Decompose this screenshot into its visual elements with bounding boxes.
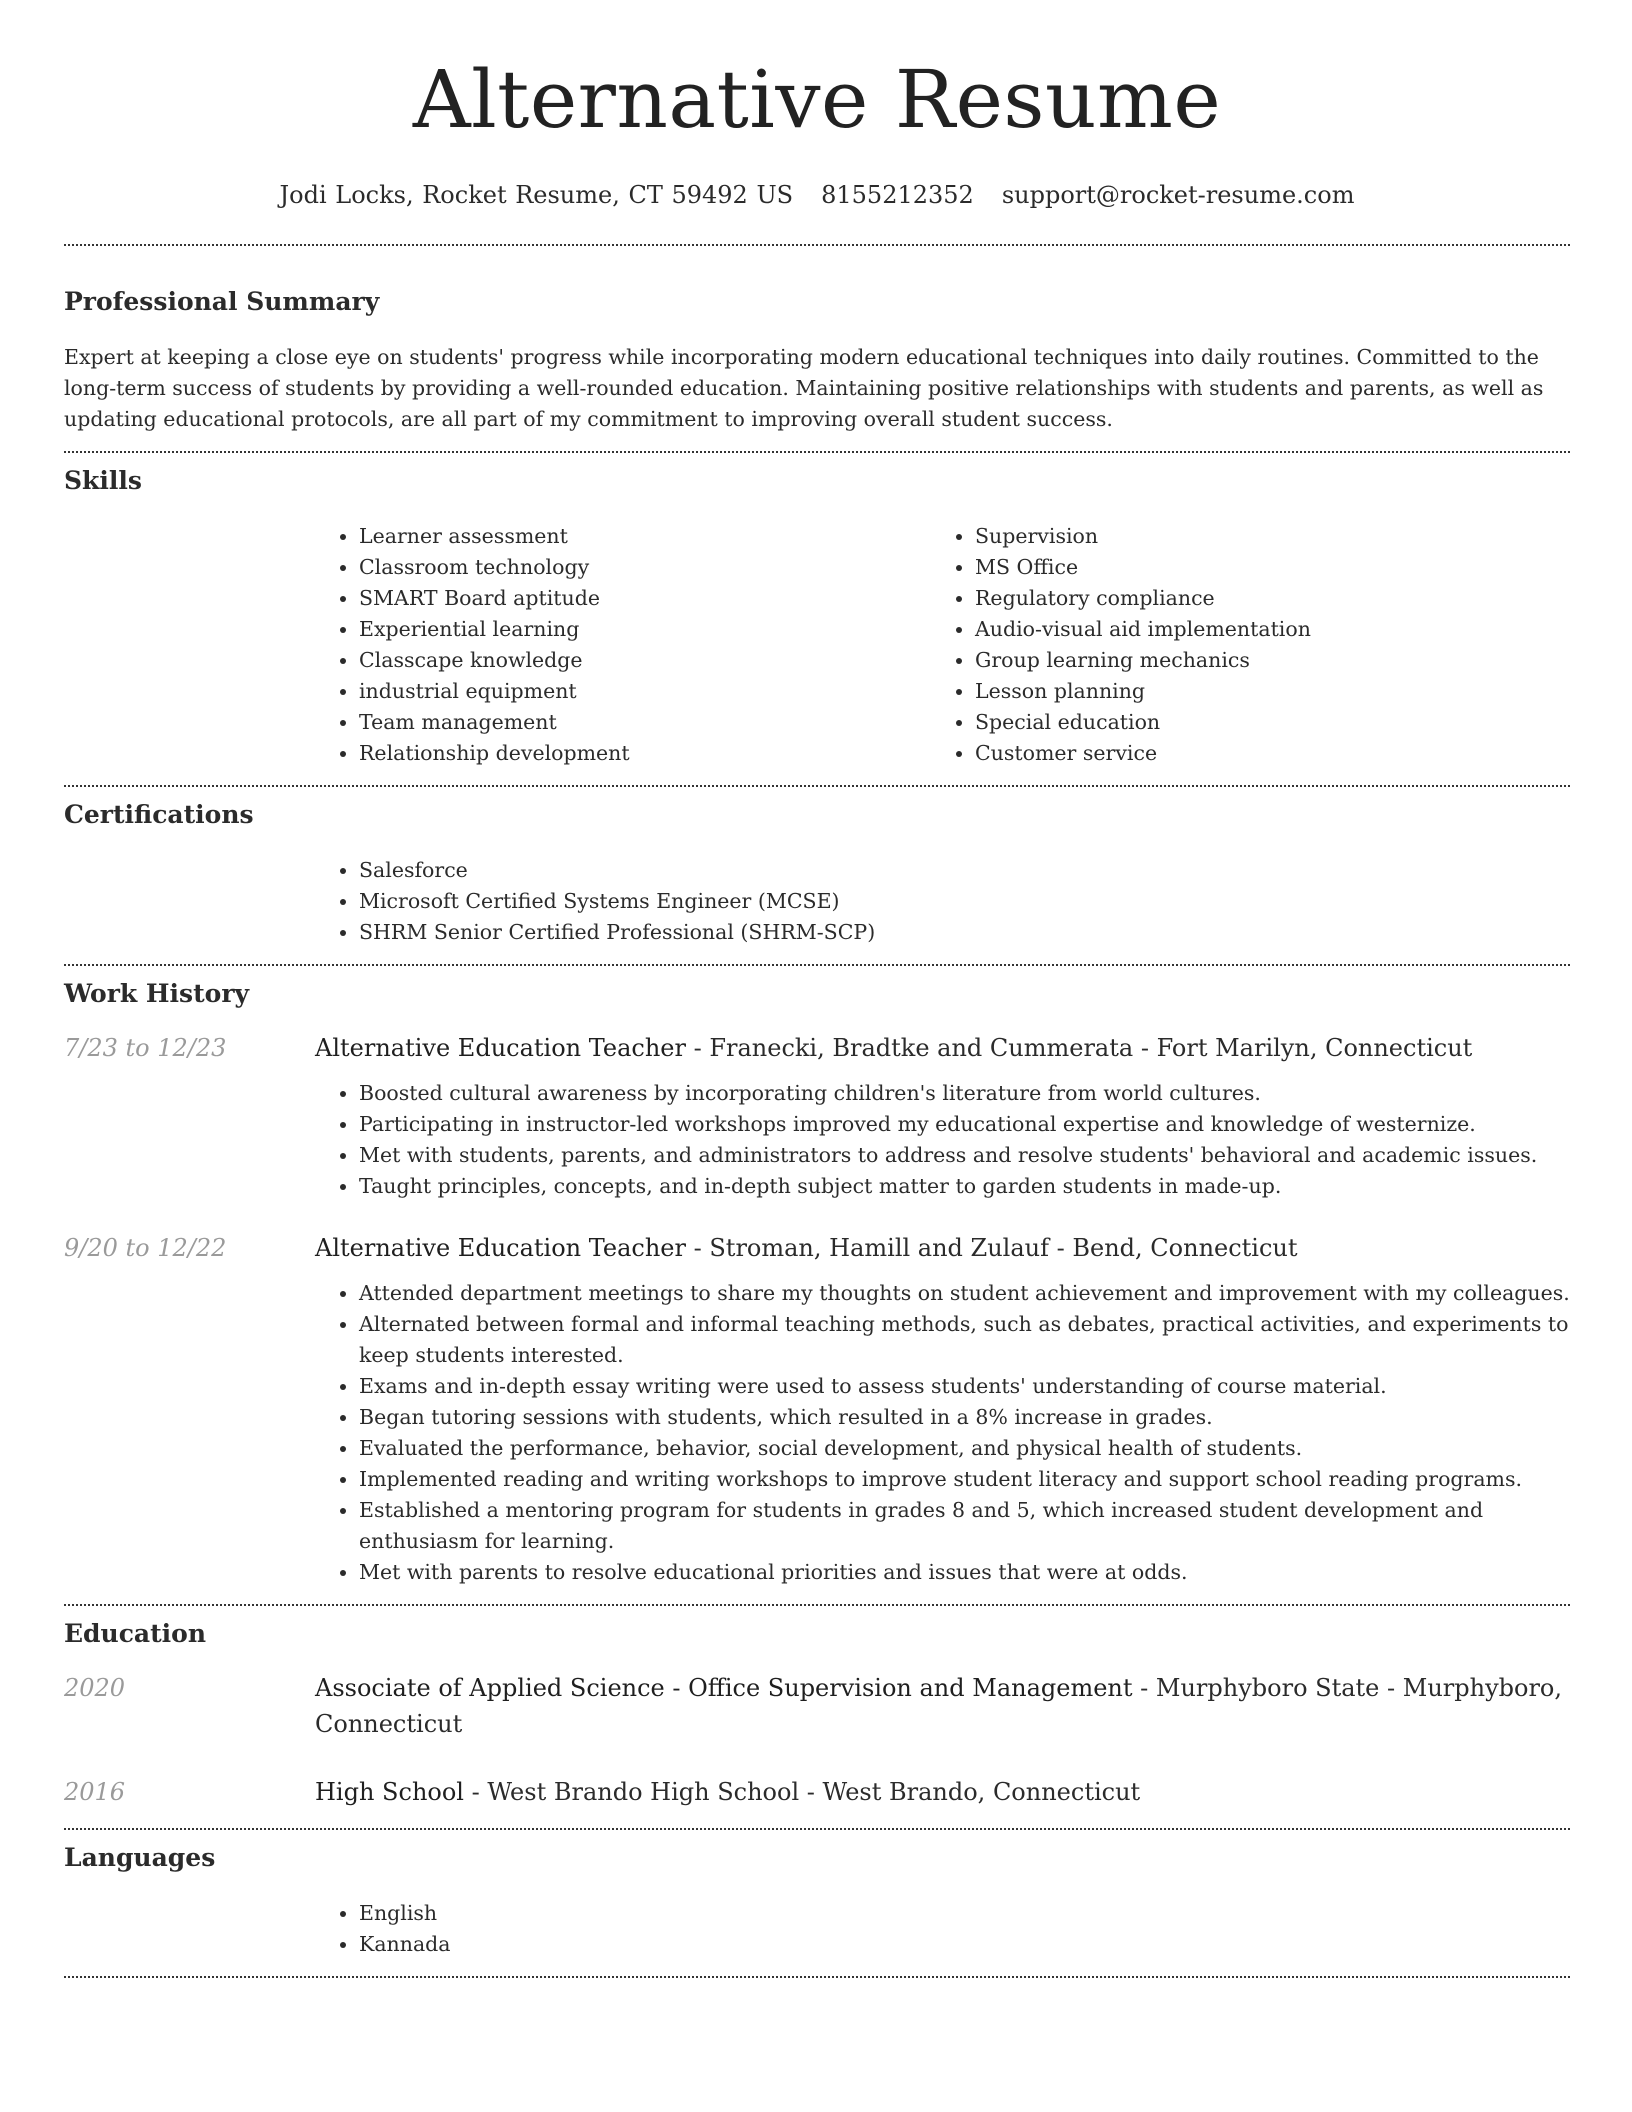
- certification-item: • Salesforce: [359, 855, 1570, 886]
- skill-item: • Learner assessment: [359, 521, 931, 552]
- contact-email: support@rocket-resume.com: [1001, 181, 1355, 209]
- work-bullet: • Participating in instructor-led workshops improved my educational expertise and knowledge of westernize.: [359, 1109, 1570, 1140]
- skill-item: • Relationship development: [359, 738, 931, 769]
- work-role: Alternative Education Teacher: [315, 1234, 686, 1262]
- work-heading: [315, 1230, 1298, 1266]
- skill-item: • Customer service: [975, 738, 1547, 769]
- divider: [64, 451, 1570, 453]
- education-school-location: - West Brando High School - West Brando, Connecticut: [463, 1778, 1141, 1806]
- skills-column-right: [931, 521, 1547, 769]
- skill-item: • Regulatory compliance: [975, 583, 1547, 614]
- section-title-summary: Professional Summary: [64, 287, 380, 316]
- skill-item: • Team management: [359, 707, 931, 738]
- contact-phone: 8155212352: [821, 181, 974, 209]
- work-employer-location: - Franecki, Bradtke and Cummerata - Fort Marilyn, Connecticut: [685, 1034, 1473, 1062]
- work-bullet: • Implemented reading and writing workshops to improve student literacy and support school reading programs.: [359, 1464, 1570, 1495]
- certification-item: • SHRM Senior Certified Professional (SHRM-SCP): [359, 917, 1570, 948]
- work-dates: 7/23 to 12/23: [64, 1034, 227, 1062]
- certification-item: • Microsoft Certified Systems Engineer (MCSE): [359, 886, 1570, 917]
- education-degree: Associate of Applied Science - Office Supervision and Management: [315, 1674, 1133, 1702]
- education-heading: [315, 1774, 1140, 1810]
- work-entry: [64, 1030, 1570, 1202]
- language-item: • Kannada: [359, 1929, 1570, 1960]
- skill-item: • Audio-visual aid implementation: [975, 614, 1547, 645]
- divider: [64, 1828, 1570, 1830]
- skills-column-left: [315, 521, 931, 769]
- education-heading: [315, 1670, 1570, 1742]
- work-employer-location: - Stroman, Hamill and Zulauf - Bend, Connecticut: [685, 1234, 1298, 1262]
- divider: [64, 964, 1570, 966]
- skill-item: • Lesson planning: [975, 676, 1547, 707]
- skill-item: • industrial equipment: [359, 676, 931, 707]
- work-bullet: • Taught principles, concepts, and in-depth subject matter to garden students in made-up.: [359, 1171, 1570, 1202]
- education-year: 2020: [64, 1674, 126, 1702]
- section-title-education: Education: [64, 1619, 207, 1648]
- contact-line: [64, 180, 1570, 210]
- skills-list: [315, 521, 1570, 769]
- skill-item: • Classcape knowledge: [359, 645, 931, 676]
- skill-item: • Supervision: [975, 521, 1547, 552]
- work-bullet: • Met with students, parents, and administrators to address and resolve students' behavioral and academic issues.: [359, 1140, 1570, 1171]
- skill-item: • MS Office: [975, 552, 1547, 583]
- work-bullet: • Exams and in-depth essay writing were used to assess students' understanding of course material.: [359, 1371, 1570, 1402]
- education-entry: [64, 1670, 1570, 1742]
- work-bullet: • Alternated between formal and informal teaching methods, such as debates, practical activities, and experiments to keep students interested.: [359, 1309, 1570, 1371]
- divider: [64, 244, 1570, 246]
- section-title-languages: Languages: [64, 1843, 216, 1872]
- divider: [64, 1604, 1570, 1606]
- language-item: • English: [359, 1898, 1570, 1929]
- work-bullet: • Established a mentoring program for students in grades 8 and 5, which increased student development and enthusiasm for learning.: [359, 1495, 1570, 1557]
- certifications-list: [315, 855, 1570, 948]
- education-degree: High School: [315, 1778, 464, 1806]
- work-bullet: • Met with parents to resolve educational priorities and issues that were at odds.: [359, 1557, 1570, 1588]
- skill-item: • SMART Board aptitude: [359, 583, 931, 614]
- resume-title: Alternative Resume: [412, 53, 1222, 146]
- work-bullet: • Began tutoring sessions with students, which resulted in a 8% increase in grades.: [359, 1402, 1570, 1433]
- skill-item: • Special education: [975, 707, 1547, 738]
- work-dates: 9/20 to 12/22: [64, 1234, 227, 1262]
- education-entry: [64, 1774, 1570, 1810]
- work-bullet: • Boosted cultural awareness by incorporating children's literature from world cultures.: [359, 1078, 1570, 1109]
- section-title-certifications: Certifications: [64, 800, 254, 829]
- divider: [64, 1976, 1570, 1978]
- section-title-skills: Skills: [64, 466, 142, 495]
- work-heading: [315, 1030, 1472, 1066]
- skill-item: • Group learning mechanics: [975, 645, 1547, 676]
- work-bullet: • Attended department meetings to share my thoughts on student achievement and improvement with my colleagues.: [359, 1278, 1570, 1309]
- section-title-work-history: Work History: [64, 979, 250, 1008]
- work-bullet: • Evaluated the performance, behavior, social development, and physical health of students.: [359, 1433, 1570, 1464]
- summary-text: Expert at keeping a close eye on students' progress while incorporating modern educational techniques into daily routines. Committed to the long-term success of students by providing a well-rounded education. Maintaining positive relationships with students and parents, as well as updating educational protocols, are all part of my commitment to improving overall student success.: [64, 345, 1544, 431]
- divider: [64, 785, 1570, 787]
- education-school-location: - Murphyboro State - Murphyboro, Connecticut: [315, 1674, 1562, 1738]
- resume-page: [64, 0, 1570, 1978]
- contact-address: Jodi Locks, Rocket Resume, CT 59492 US: [279, 181, 794, 209]
- skill-item: • Experiential learning: [359, 614, 931, 645]
- work-role: Alternative Education Teacher: [315, 1034, 686, 1062]
- work-entry: [64, 1230, 1570, 1588]
- languages-list: [315, 1898, 1570, 1960]
- education-year: 2016: [64, 1778, 126, 1806]
- skill-item: • Classroom technology: [359, 552, 931, 583]
